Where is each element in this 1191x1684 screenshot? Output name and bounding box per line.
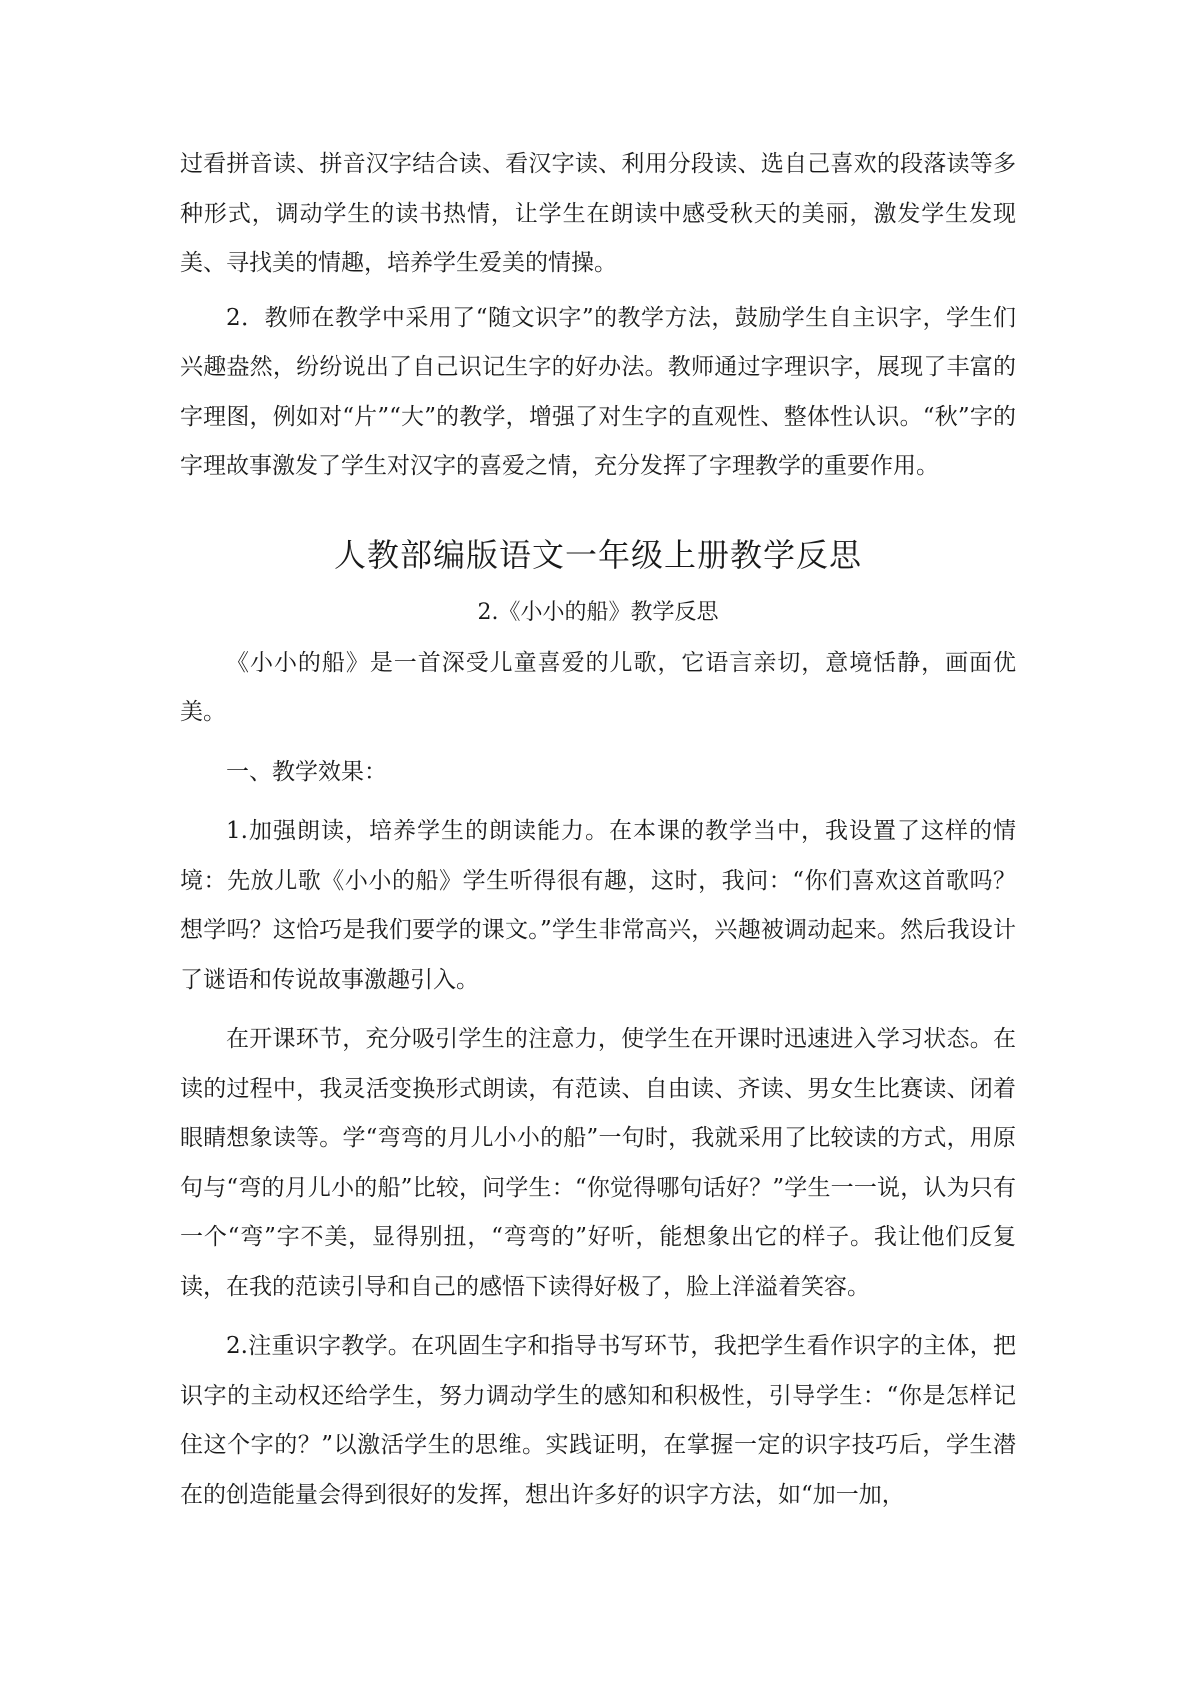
continued-paragraph: 过看拼音读、拼音汉字结合读、看汉字读、利用分段读、选自己喜欢的段落读等多种形式，调动学生的读书热情，让学生在朗读中感受秋天的美丽，激发学生发现美、寻找美的情趣，培养学生爱美的情操。 (180, 151, 1016, 276)
point-2-paragraph: 2.注重识字教学。在巩固生字和指导书写环节，我把学生看作识字的主体，把识字的主动权还给学生，努力调动学生的感知和积极性，引导学生：“你是怎样记住这个字的？”以激活学生的思维。实践证明，在掌握一定的识字技巧后，学生潜在的创造能量会得到很好的发挥，想出许多好的识字方法，如“加一加， (180, 1333, 1016, 1508)
point-1-paragraph: 1.加强朗读，培养学生的朗读能力。在本课的教学当中，我设置了这样的情境：先放儿歌《小小的船》学生听得很有趣，这时，我问：“你们喜欢这首歌吗？想学吗？这恰巧是我们要学的课文。”学生非常高兴，兴趣被调动起来。然后我设计了谜语和传说故事激趣引入。 (180, 818, 1016, 993)
paragraph-2: 2．教师在教学中采用了“随文识字”的教学方法，鼓励学生自主识字，学生们兴趣盎然，纷纷说出了自己识记生字的好办法。教师通过字理识字，展现了丰富的字理图，例如对“片”“大”的教学，增强了对生字的直观性、整体性认识。“秋”字的字理故事激发了学生对汉字的喜爱之情，充分发挥了字理教学的重要作用。 (180, 304, 1016, 479)
intro-paragraph: 《小小的船》是一首深受儿童喜爱的儿歌，它语言亲切，意境恬静，画面优美。 (180, 649, 1016, 725)
document-page (180, 140, 1016, 1520)
document-title: 人教部编版语文一年级上册教学反思 (333, 535, 862, 574)
section-heading: 一、教学效果： (226, 758, 387, 785)
point-1-continuation: 在开课环节，充分吸引学生的注意力，使学生在开课时迅速进入学习状态。在读的过程中，我灵活变换形式朗读，有范读、自由读、齐读、男女生比赛读、闭着眼睛想象读等。学“弯弯的月儿小小的船”一句时，我就采用了比较读的方式，用原句与“弯的月儿小的船”比较，问学生：“你觉得哪句话好？”学生一一说，认为只有一个“弯”字不美，显得别扭，“弯弯的”好听，能想象出它的样子。我让他们反复读，在我的范读引导和自己的感悟下读得好极了，脸上洋溢着笑容。 (180, 1026, 1016, 1300)
document-subtitle: 2.《小小的船》教学反思 (477, 599, 719, 625)
